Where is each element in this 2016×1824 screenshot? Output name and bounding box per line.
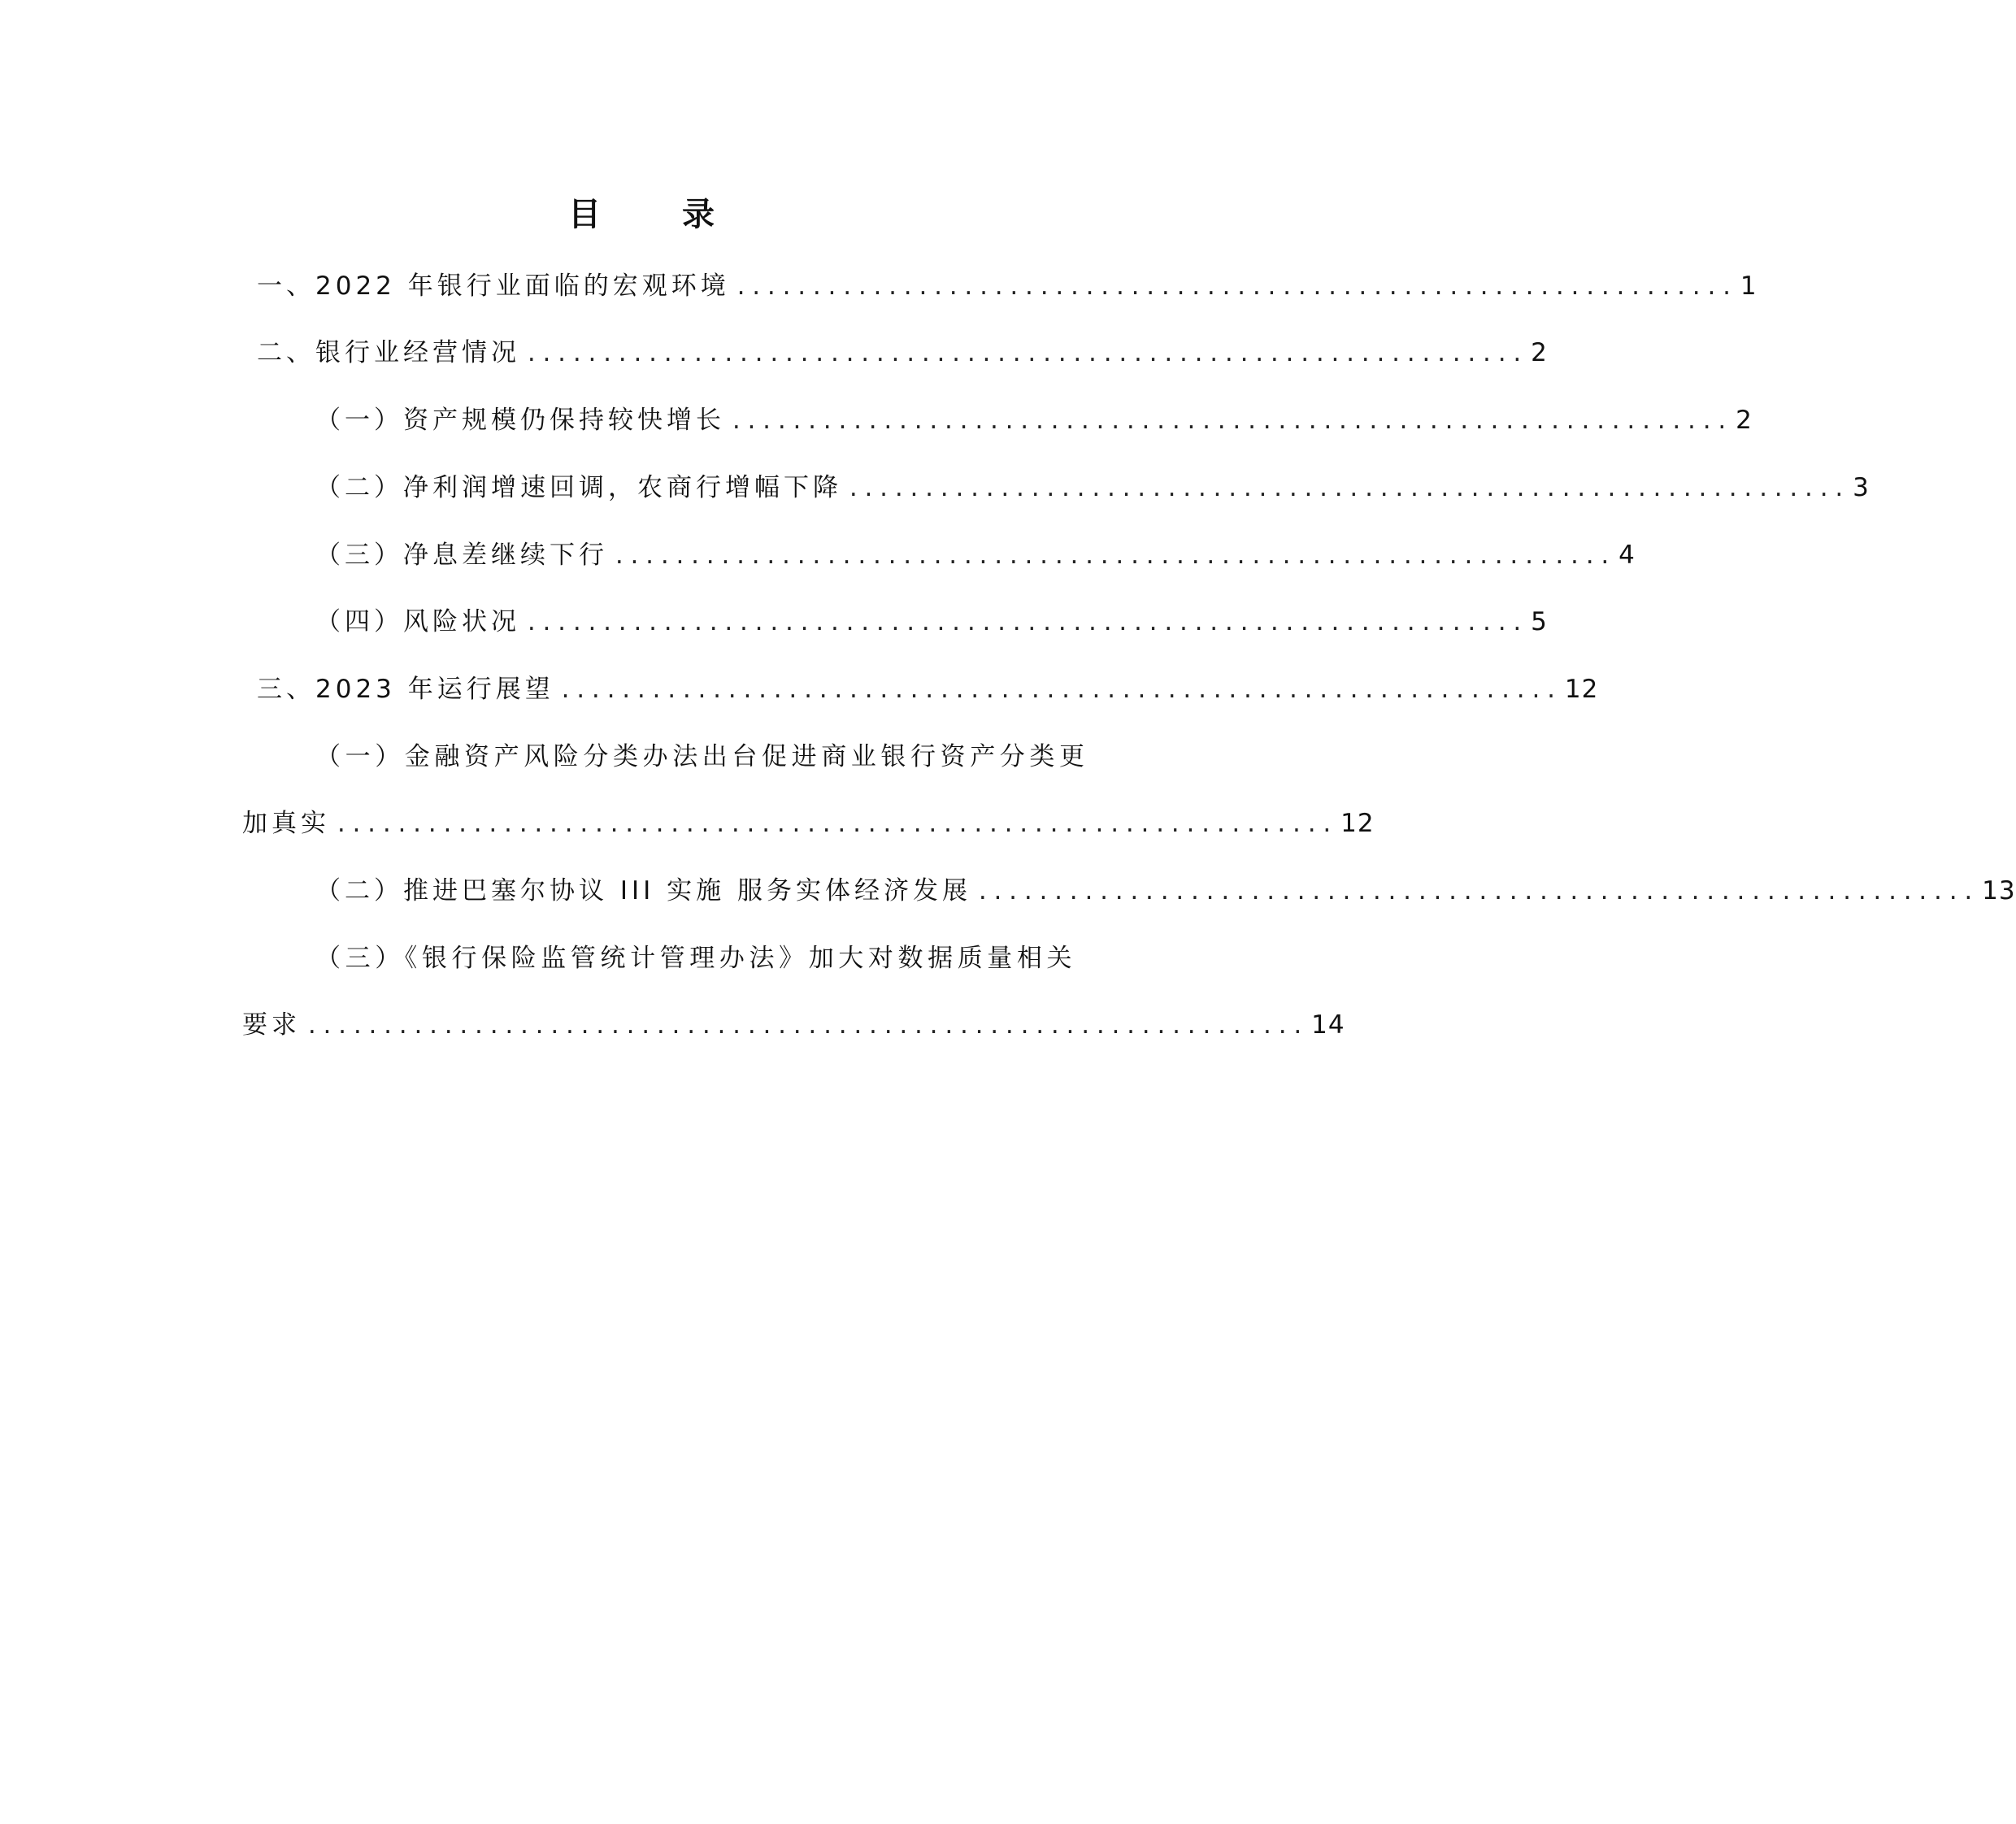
toc-entry[interactable] [315,471,1870,505]
toc-page-number: 2 [1531,338,1548,367]
toc-entry-text: （四）风险状况 [315,607,520,636]
toc-leader: .................................................................. [847,477,1849,502]
toc-page-number: 14 [1311,1010,1345,1040]
toc-entry[interactable] [257,269,1757,303]
toc-entry[interactable] [315,538,1636,572]
toc-entry-text: （二）推进巴塞尔协议 III 实施 服务实体经济发展 [315,876,971,905]
toc-title: 目 录 [568,196,739,233]
toc-entry-text-line1[interactable]: （一）金融资产风险分类办法出台促进商业银行资产分类更 [315,742,1089,771]
toc-leader: .................................................................. [730,410,1731,434]
toc-entry[interactable] [315,605,1548,639]
toc-leader: .................................................................. [525,611,1527,636]
toc-page-number: 5 [1531,607,1548,636]
toc-entry-text: （三）净息差继续下行 [315,541,608,570]
toc-page-number: 4 [1618,541,1636,570]
toc-entry-text: 一、2022 年银行业面临的宏观环境 [257,271,730,301]
toc-leader: .................................................................. [335,813,1336,837]
toc-entry-text-line1[interactable]: （三）《银行保险监管统计管理办法》加大对数据质量相关 [315,944,1077,973]
toc-entry[interactable] [315,874,2016,908]
toc-leader: .................................................................. [525,342,1527,367]
toc-entry[interactable] [242,806,1375,840]
toc-leader: .................................................................. [306,1014,1307,1039]
toc-leader: .................................................................. [976,880,1978,905]
toc-entry-text-line2: 要求 [242,1010,301,1040]
toc-entry[interactable] [257,672,1599,706]
toc-leader: .................................................................. [734,276,1736,300]
toc-page-number: 12 [1340,809,1375,838]
toc-page-number: 12 [1564,675,1599,704]
toc-entry[interactable] [242,1008,1345,1042]
toc-entry-text: （二）净利润增速回调，农商行增幅下降 [315,473,842,502]
toc-leader: .................................................................. [558,679,1560,703]
toc-page-number: 1 [1740,271,1757,301]
toc-entry-text: 二、银行业经营情况 [257,338,520,367]
toc-page-number: 2 [1736,406,1753,435]
toc-entry-text-line2: 加真实 [242,809,330,838]
toc-entry-text: 三、2023 年运行展望 [257,675,554,704]
toc-entry-text: （一）资产规模仍保持较快增长 [315,406,725,435]
toc-entry[interactable] [257,336,1548,370]
toc-leader: .................................................................. [613,545,1614,569]
toc-entry[interactable] [315,403,1753,437]
toc-page-number: 13 [1982,876,2016,905]
toc-page-number: 3 [1853,473,1870,502]
